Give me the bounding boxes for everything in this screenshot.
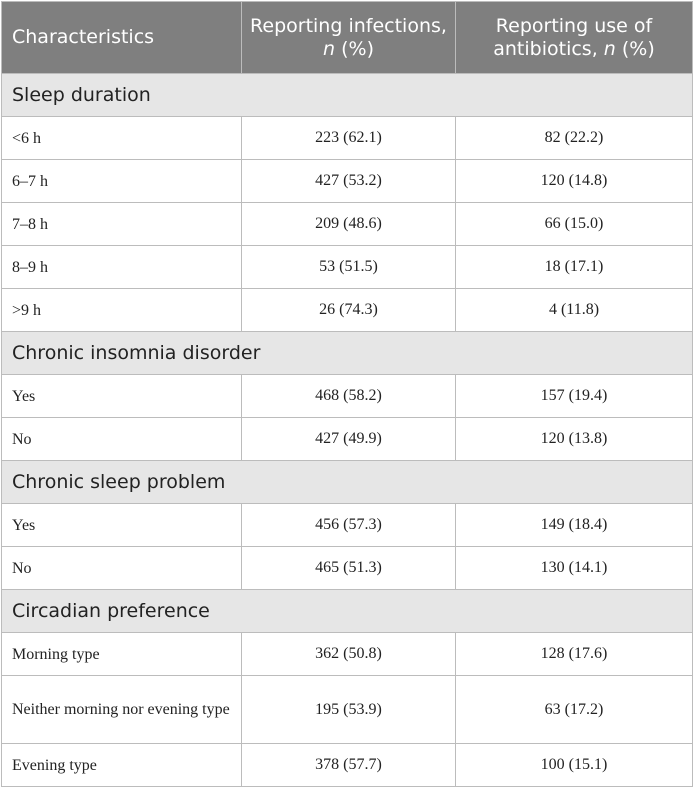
infections-value: 427 (53.2) [242,160,456,203]
infections-value: 427 (49.9) [242,418,456,461]
table-row [2,744,693,787]
infections-value: 26 (74.3) [242,289,456,332]
antibiotics-value: 130 (14.1) [456,547,693,590]
row-label: Neither morning nor evening type [2,676,242,744]
row-label: Yes [2,504,242,547]
infections-value: 378 (57.7) [242,744,456,787]
results-table [1,1,693,787]
group-row-sleep-duration [2,74,693,117]
table-row [2,676,693,744]
header-antibiotics-n: n [603,37,616,60]
infections-value: 468 (58.2) [242,375,456,418]
header-antibiotics-label: Reporting use of antibiotics, [493,14,653,60]
group-title: Circadian preference [2,590,693,633]
antibiotics-value: 66 (15.0) [456,203,693,246]
table-row [2,246,693,289]
infections-value: 53 (51.5) [242,246,456,289]
antibiotics-value: 128 (17.6) [456,633,693,676]
header-row [2,2,693,74]
infections-value: 223 (62.1) [242,117,456,160]
row-label: 8–9 h [2,246,242,289]
group-title: Chronic sleep problem [2,461,693,504]
antibiotics-value: 18 (17.1) [456,246,693,289]
header-antibiotics [456,2,693,74]
table-row [2,504,693,547]
antibiotics-value: 120 (13.8) [456,418,693,461]
row-label: Evening type [2,744,242,787]
antibiotics-value: 157 (19.4) [456,375,693,418]
row-label: Yes [2,375,242,418]
row-label: 7–8 h [2,203,242,246]
infections-value: 456 (57.3) [242,504,456,547]
infections-value: 465 (51.3) [242,547,456,590]
antibiotics-value: 82 (22.2) [456,117,693,160]
header-infections-n: n [323,37,336,60]
infections-value: 209 (48.6) [242,203,456,246]
table-row [2,117,693,160]
row-label: Morning type [2,633,242,676]
group-row-chronic-sleep-problem [2,461,693,504]
antibiotics-value: 149 (18.4) [456,504,693,547]
group-title: Chronic insomnia disorder [2,332,693,375]
infections-value: 195 (53.9) [242,676,456,744]
row-label: No [2,418,242,461]
header-infections-label: Reporting infections, [250,14,447,37]
table-row [2,375,693,418]
header-infections [242,2,456,74]
table-row [2,418,693,461]
antibiotics-value: 120 (14.8) [456,160,693,203]
table-row [2,203,693,246]
header-infections-percent: (%) [335,37,374,60]
table-row [2,633,693,676]
antibiotics-value: 100 (15.1) [456,744,693,787]
header-characteristics: Characteristics [2,2,242,74]
row-label: >9 h [2,289,242,332]
infections-value: 362 (50.8) [242,633,456,676]
group-row-circadian-preference [2,590,693,633]
row-label: No [2,547,242,590]
group-row-chronic-insomnia [2,332,693,375]
antibiotics-value: 4 (11.8) [456,289,693,332]
table-row [2,160,693,203]
table-row [2,547,693,590]
row-label: <6 h [2,117,242,160]
table-row [2,289,693,332]
antibiotics-value: 63 (17.2) [456,676,693,744]
row-label: 6–7 h [2,160,242,203]
group-title: Sleep duration [2,74,693,117]
header-antibiotics-percent: (%) [615,37,655,60]
